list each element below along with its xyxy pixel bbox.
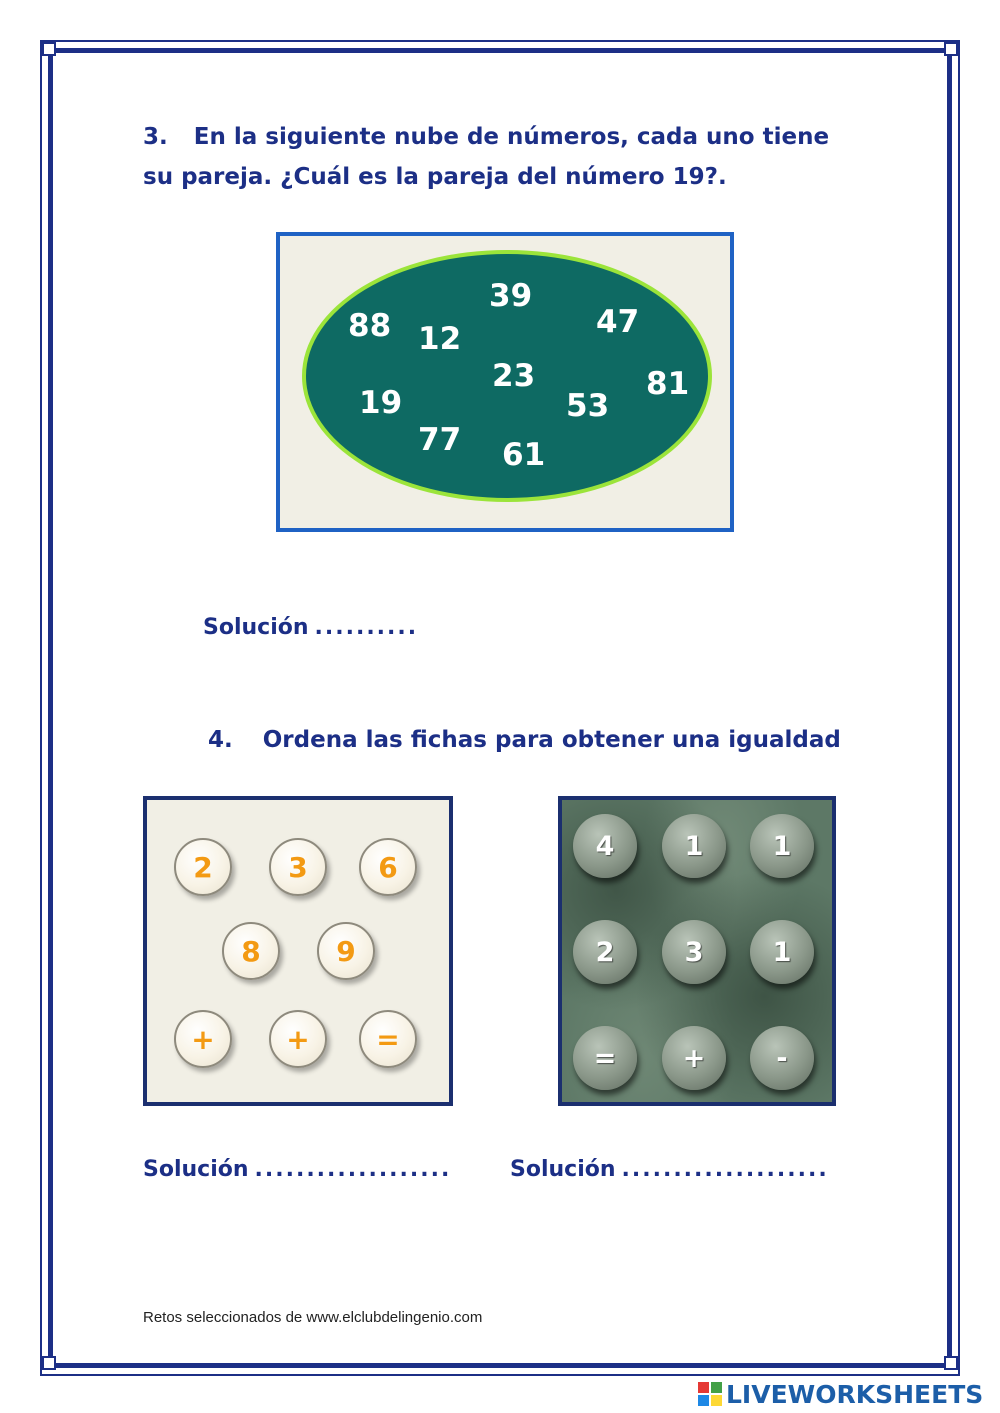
tile-left[interactable]: 9 <box>317 922 375 980</box>
tile-right[interactable]: 1 <box>662 814 726 878</box>
cloud-number: 23 <box>492 358 536 394</box>
tile-right[interactable]: 3 <box>662 920 726 984</box>
tiles-panel-left <box>143 796 453 1106</box>
source-credit: Retos seleccionados de www.elclubdelingenio.com <box>143 1309 483 1326</box>
cloud-number: 53 <box>566 388 610 424</box>
cloud-number: 77 <box>418 422 462 458</box>
number-cloud-panel <box>276 232 734 532</box>
tile-right[interactable]: - <box>750 1026 814 1090</box>
cloud-number: 39 <box>489 278 533 314</box>
tile-left[interactable]: 8 <box>222 922 280 980</box>
question-4 <box>208 727 841 753</box>
solution-4-right-answer-blank[interactable]: .................... <box>621 1157 829 1182</box>
tile-right[interactable]: 2 <box>573 920 637 984</box>
tiles-panel-right <box>558 796 836 1106</box>
frame-corner <box>42 42 56 56</box>
question-3-text-1: En la siguiente nube de números, cada uno tiene <box>193 124 830 150</box>
solution-4-left-answer-blank[interactable]: ................... <box>254 1157 452 1182</box>
tile-left[interactable]: = <box>359 1010 417 1068</box>
liveworksheets-brand[interactable] <box>698 1377 983 1411</box>
solution-4-right-label: Solución <box>510 1157 616 1182</box>
tile-left[interactable]: + <box>269 1010 327 1068</box>
solution-3-label: Solución <box>203 615 309 640</box>
tile-left[interactable]: 2 <box>174 838 232 896</box>
tile-right[interactable]: 1 <box>750 920 814 984</box>
solution-4-right <box>510 1157 829 1182</box>
solution-4-left <box>143 1157 451 1182</box>
tile-right[interactable]: 4 <box>573 814 637 878</box>
solution-3 <box>203 615 418 640</box>
tile-left[interactable]: + <box>174 1010 232 1068</box>
tile-left[interactable]: 3 <box>269 838 327 896</box>
frame-corner <box>42 1356 56 1370</box>
frame-corner <box>944 1356 958 1370</box>
tile-right[interactable]: + <box>662 1026 726 1090</box>
liveworksheets-logo-icon <box>698 1382 722 1406</box>
cloud-number: 81 <box>646 366 690 402</box>
question-3-line-2: su pareja. ¿Cuál es la pareja del número 19?. <box>143 164 727 190</box>
cloud-number: 19 <box>359 385 403 421</box>
tile-right[interactable]: = <box>573 1026 637 1090</box>
liveworksheets-text: LIVEWORKSHEETS <box>726 1379 984 1409</box>
question-3-line-1 <box>143 124 829 150</box>
frame-corner <box>944 42 958 56</box>
cloud-number: 88 <box>348 308 392 344</box>
solution-4-left-label: Solución <box>143 1157 249 1182</box>
cloud-number: 61 <box>502 437 546 473</box>
tile-left[interactable]: 6 <box>359 838 417 896</box>
question-4-number: 4. <box>208 727 233 753</box>
cloud-number: 47 <box>596 304 640 340</box>
tile-right[interactable]: 1 <box>750 814 814 878</box>
question-3-number: 3. <box>143 124 168 150</box>
question-4-text: Ordena las fichas para obtener una igualdad <box>262 727 841 753</box>
solution-3-answer-blank[interactable]: .......... <box>314 615 419 640</box>
cloud-number: 12 <box>418 321 462 357</box>
